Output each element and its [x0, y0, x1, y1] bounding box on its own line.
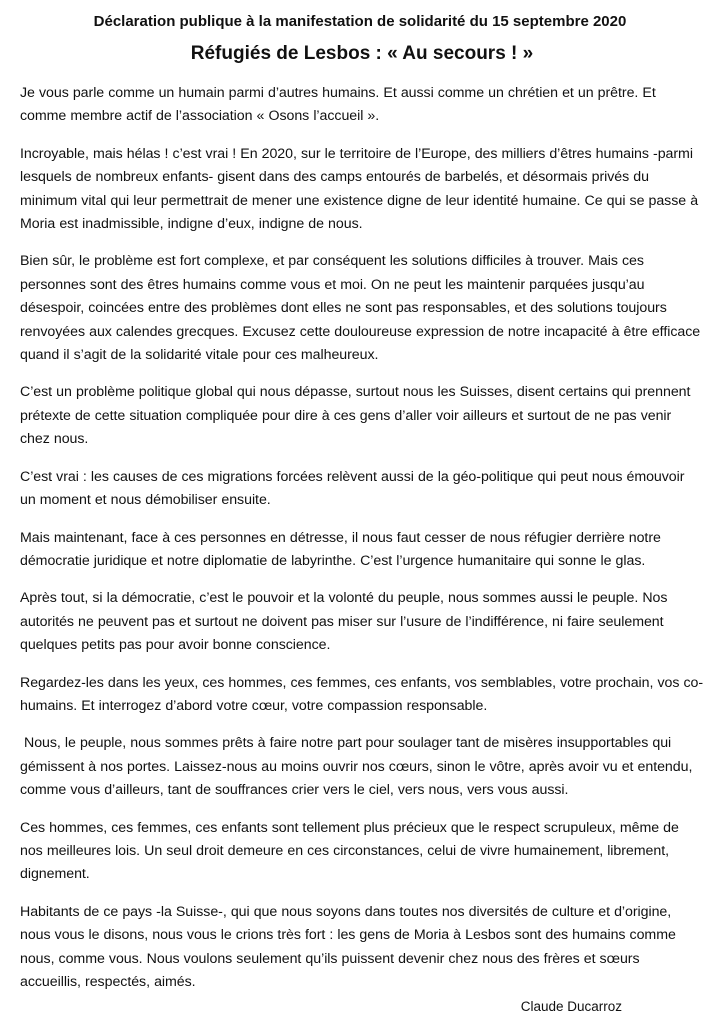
paragraph: Habitants de ce pays -la Suisse-, qui que nous soyons dans toutes nos diversités de culture et d’origine, nous vous le disons, nous vous le crions très fort : les gens de Moria à Lesbos sont des humains comme nous, comme vous. Nous voulons seulement qu’ils puissent devenir chez nous des frères et sœurs accueillis, respectés, aimés. [20, 903, 676, 990]
document-title: Réfugiés de Lesbos : « Au secours ! » [190, 43, 534, 64]
paragraph: C’est un problème politique global qui nous dépasse, surtout nous les Suisses, disent certains qui prennent prétexte de cette situation compliquée pour dire à ces gens d’aller voir ailleurs et surtout de ne pas venir chez nous. [20, 384, 691, 448]
paragraph: C’est vrai : les causes de ces migrations forcées relèvent aussi de la géo-politique qui peut nous émouvoir un moment et nous démobiliser ensuite. [20, 468, 685, 509]
paragraph: Nous, le peuple, nous sommes prêts à faire notre part pour soulager tant de misères insupportables qui gémissent à nos portes. Laissez-nous au moins ouvrir nos cœurs, sinon le vôtre, après avoir vu et entendu, comme vous d’ailleurs, tant de souffrances crier vers le ciel, vers nous, vers vous aussi. [20, 735, 693, 799]
paragraph: Incroyable, mais hélas ! c’est vrai ! En 2020, sur le territoire de l’Europe, des milliers d’êtres humains -parmi lesquels de nombreux enfants- gisent dans des camps entourés de barbelés, et désormais privés du minimum vital qui leur permettrait de mener une existence digne de leur identité humaine. Ce qui se passe à Moria est inadmissible, indigne d’eux, indigne de nous. [20, 145, 699, 233]
document-body [20, 82, 704, 994]
paragraph: Je vous parle comme un humain parmi d’autres humains. Et aussi comme un chrétien et un prêtre. Et comme membre actif de l’association « Osons l’accueil ». [20, 85, 656, 125]
paragraph: Bien sûr, le problème est fort complexe, et par conséquent les solutions difficiles à trouver. Mais ces personnes sont des êtres humains comme vous et moi. On ne peut les maintenir parquées jusqu’au désespoir, coincées entre des problèmes dont elles ne sont pas responsables, et des solutions toujours renvoyées aux calendes grecques. Excusez cette douloureuse expression de notre incapacité à être efficace quand il s’agit de la solidarité vitale pour ces malheureux. [20, 253, 701, 364]
document-header: Déclaration publique à la manifestation de solidarité du 15 septembre 2020 [93, 13, 627, 30]
signature: Claude Ducarroz [520, 999, 622, 1014]
paragraph: Regardez-les dans les yeux, ces hommes, ces femmes, ces enfants, vos semblables, votre prochain, vos co-humains. Et interrogez d’abord votre cœur, votre compassion responsable. [20, 674, 704, 714]
paragraph: Mais maintenant, face à ces personnes en détresse, il nous faut cesser de nous réfugier derrière notre démocratie juridique et notre diplomatie de labyrinthe. C’est l’urgence humanitaire qui sonne le glas. [20, 529, 661, 569]
paragraph: Après tout, si la démocratie, c’est le pouvoir et la volonté du peuple, nous sommes aussi le peuple. Nos autorités ne peuvent pas et surtout ne doivent pas miser sur l’usure de l’indifférence, ni faire seulement quelques petits pas pour avoir bonne conscience. [20, 590, 668, 654]
paragraph: Ces hommes, ces femmes, ces enfants sont tellement plus précieux que le respect scrupuleux, même de nos meilleures lois. Un seul droit demeure en ces circonstances, celui de vivre humainement, librement, dignement. [20, 819, 679, 883]
